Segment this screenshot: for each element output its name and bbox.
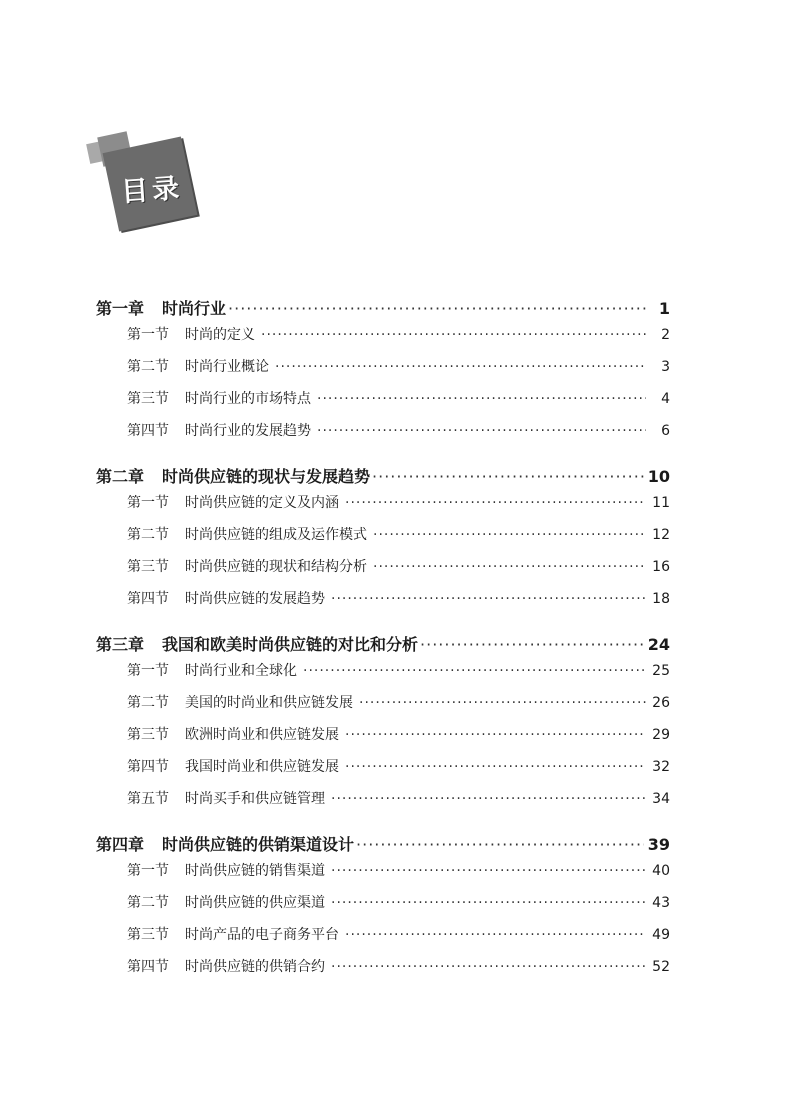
chapter-entry-label: 第三章 — [96, 635, 145, 654]
section-entry-label: 第二节 — [127, 527, 169, 543]
dot-leader — [228, 299, 648, 318]
section-entry-label: 第一节 — [127, 327, 169, 343]
dot-leader — [359, 695, 646, 711]
section-entry-title: 时尚供应链的供应渠道 — [185, 895, 325, 911]
chapter-entry-page-number: 10 — [647, 467, 670, 486]
section-entry-label: 第一节 — [127, 863, 169, 879]
toc-heading: 目录 — [120, 172, 185, 209]
section-entry-label: 第四节 — [127, 759, 169, 775]
section-entry-title: 时尚供应链的定义及内涵 — [185, 495, 339, 511]
dot-leader — [275, 359, 646, 375]
chapter-block — [96, 464, 670, 620]
section-entry[interactable] — [96, 420, 670, 452]
section-entry[interactable] — [96, 660, 670, 692]
dot-leader — [345, 495, 646, 511]
dot-leader — [331, 895, 646, 911]
section-entry[interactable] — [96, 356, 670, 388]
section-entry[interactable] — [96, 860, 670, 892]
section-entry[interactable] — [96, 692, 670, 724]
section-entry[interactable] — [96, 724, 670, 756]
chapter-entry[interactable] — [96, 632, 670, 660]
chapter-entry-label: 第一章 — [96, 299, 145, 318]
chapter-entry[interactable] — [96, 832, 670, 860]
section-entry[interactable] — [96, 956, 670, 988]
section-entry-page-number: 18 — [652, 591, 670, 607]
chapter-entry-label: 第四章 — [96, 835, 145, 854]
section-entry[interactable] — [96, 492, 670, 524]
section-entry-title: 欧洲时尚业和供应链发展 — [185, 727, 339, 743]
section-entry-title: 时尚供应链的供销合约 — [185, 959, 325, 975]
section-entry-title: 时尚供应链的现状和结构分析 — [185, 559, 367, 575]
dot-leader — [331, 959, 646, 975]
section-entry-label: 第三节 — [127, 559, 169, 575]
section-entry[interactable] — [96, 788, 670, 820]
section-entry-title: 时尚供应链的销售渠道 — [185, 863, 325, 879]
section-entry-page-number: 4 — [661, 391, 670, 407]
dot-leader — [373, 559, 646, 575]
section-entry-label: 第二节 — [127, 895, 169, 911]
section-entry-page-number: 32 — [652, 759, 670, 775]
chapter-entry-title: 时尚供应链的供销渠道设计 — [162, 835, 355, 854]
chapter-entry-page-number: 39 — [647, 835, 670, 854]
chapter-block — [96, 632, 670, 820]
section-entry-title: 时尚的定义 — [185, 327, 255, 343]
chapter-entry[interactable] — [96, 296, 670, 324]
section-entry-title: 时尚行业和全球化 — [185, 663, 297, 679]
section-entry-title: 美国的时尚业和供应链发展 — [185, 695, 353, 711]
section-entry-page-number: 3 — [661, 359, 670, 375]
toc-heading-badge — [88, 126, 198, 236]
dot-leader — [261, 327, 646, 343]
dot-leader — [331, 863, 646, 879]
dot-leader — [317, 423, 646, 439]
section-entry-label: 第四节 — [127, 959, 169, 975]
section-entry-title: 我国时尚业和供应链发展 — [185, 759, 339, 775]
dot-leader — [331, 591, 646, 607]
section-entry[interactable] — [96, 588, 670, 620]
section-entry-label: 第一节 — [127, 495, 169, 511]
chapter-block — [96, 832, 670, 988]
section-entry-title: 时尚供应链的发展趋势 — [185, 591, 325, 607]
dot-leader — [331, 791, 646, 807]
chapter-entry-title: 时尚供应链的现状与发展趋势 — [162, 467, 371, 486]
chapter-entry-label: 第二章 — [96, 467, 145, 486]
chapter-entry-page-number: 1 — [658, 299, 670, 318]
section-entry-label: 第一节 — [127, 663, 169, 679]
chapter-entry-title: 我国和欧美时尚供应链的对比和分析 — [162, 635, 419, 654]
section-entry-title: 时尚买手和供应链管理 — [185, 791, 325, 807]
dot-leader — [372, 467, 644, 486]
table-of-contents — [96, 296, 670, 1000]
chapter-entry[interactable] — [96, 464, 670, 492]
dot-leader — [345, 727, 646, 743]
section-entry-page-number: 43 — [652, 895, 670, 911]
section-entry-title: 时尚产品的电子商务平台 — [185, 927, 339, 943]
dot-leader — [303, 663, 646, 679]
section-entry-page-number: 49 — [652, 927, 670, 943]
section-entry[interactable] — [96, 524, 670, 556]
section-entry-page-number: 29 — [652, 727, 670, 743]
section-entry-label: 第四节 — [127, 423, 169, 439]
section-entry-title: 时尚供应链的组成及运作模式 — [185, 527, 367, 543]
section-entry-label: 第三节 — [127, 727, 169, 743]
section-entry-label: 第二节 — [127, 695, 169, 711]
chapter-block — [96, 296, 670, 452]
chapter-entry-page-number: 24 — [647, 635, 670, 654]
section-entry-page-number: 6 — [661, 423, 670, 439]
section-entry-label: 第三节 — [127, 391, 169, 407]
section-entry[interactable] — [96, 556, 670, 588]
section-entry-page-number: 2 — [661, 327, 670, 343]
section-entry-page-number: 25 — [652, 663, 670, 679]
dot-leader — [356, 835, 644, 854]
dot-leader — [345, 759, 646, 775]
section-entry-page-number: 40 — [652, 863, 670, 879]
dot-leader — [345, 927, 646, 943]
section-entry[interactable] — [96, 756, 670, 788]
section-entry[interactable] — [96, 388, 670, 420]
section-entry[interactable] — [96, 892, 670, 924]
section-entry-title: 时尚行业的发展趋势 — [185, 423, 311, 439]
section-entry-page-number: 34 — [652, 791, 670, 807]
section-entry-title: 时尚行业的市场特点 — [185, 391, 311, 407]
dot-leader — [317, 391, 646, 407]
section-entry[interactable] — [96, 324, 670, 356]
section-entry-title: 时尚行业概论 — [185, 359, 269, 375]
dot-leader — [373, 527, 646, 543]
section-entry-label: 第二节 — [127, 359, 169, 375]
section-entry[interactable] — [96, 924, 670, 956]
section-entry-label: 第四节 — [127, 591, 169, 607]
section-entry-page-number: 16 — [652, 559, 670, 575]
chapter-entry-title: 时尚行业 — [162, 299, 227, 318]
section-entry-label: 第三节 — [127, 927, 169, 943]
section-entry-page-number: 26 — [652, 695, 670, 711]
section-entry-page-number: 12 — [652, 527, 670, 543]
section-entry-page-number: 52 — [652, 959, 670, 975]
section-entry-page-number: 11 — [652, 495, 670, 511]
dot-leader — [420, 635, 644, 654]
section-entry-label: 第五节 — [127, 791, 169, 807]
